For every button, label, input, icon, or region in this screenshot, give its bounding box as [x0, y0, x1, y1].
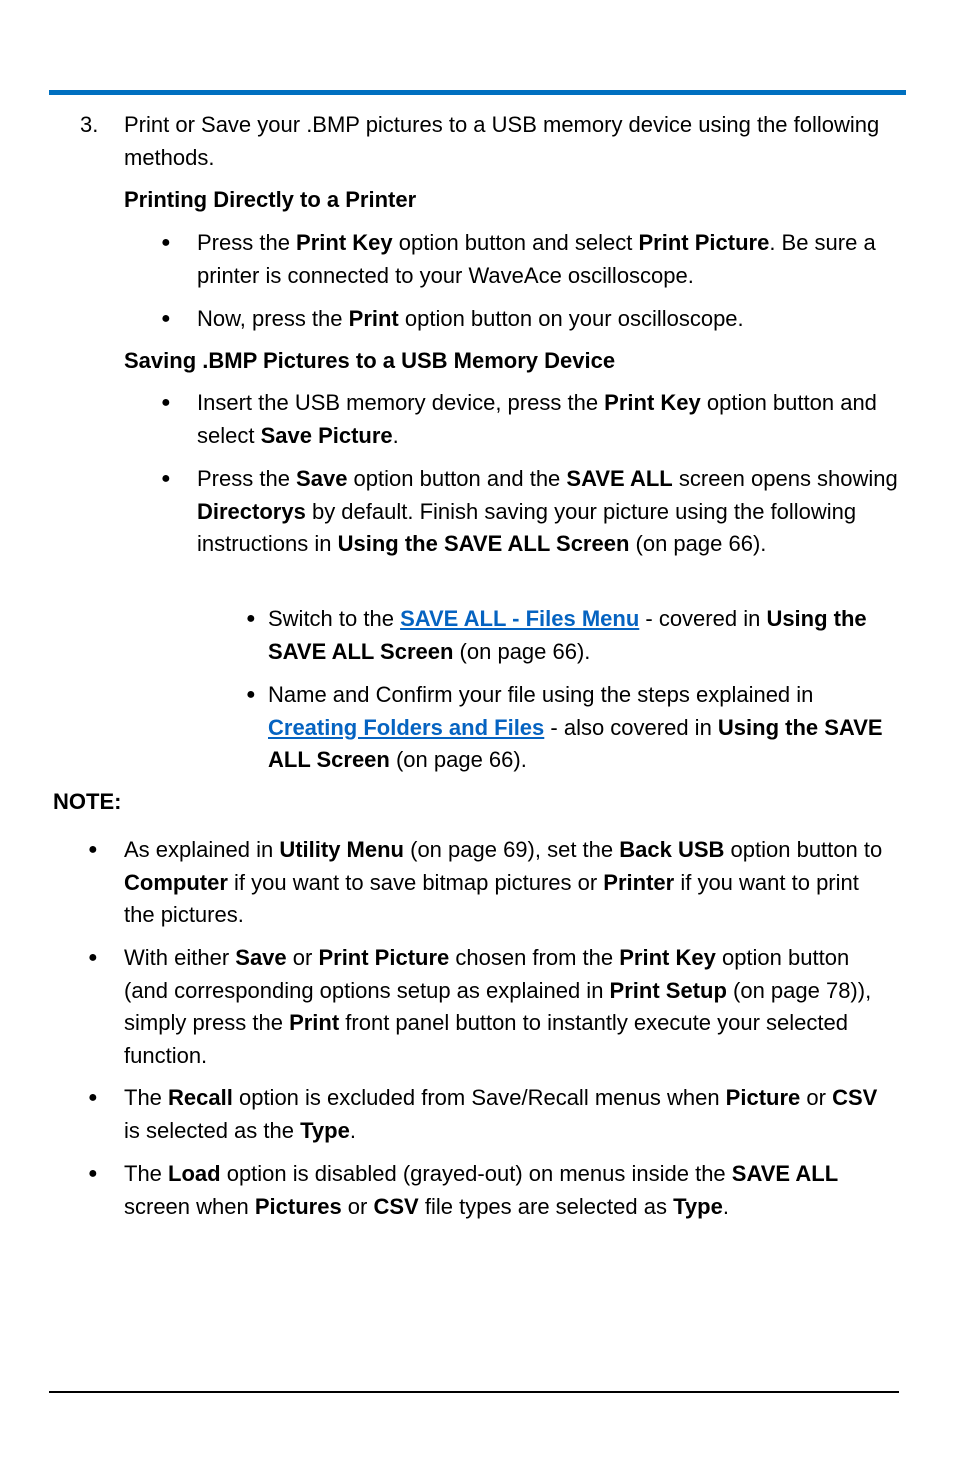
- bullet-icon: ●: [161, 310, 171, 327]
- bullet-icon: ●: [88, 1089, 98, 1106]
- sub-bullet-2: Name and Confirm your file using the steps explained in Creating Folders and Files - also covered in Using the SAVE ALL Screen (on page 66).: [268, 682, 883, 772]
- note-item-2: With either Save or Print Picture chosen from the Print Key option button (and corresponding options setup as explained in Print Setup (on page 78)), simply press the Print front panel button to instantly execute your selected function.: [124, 945, 872, 1068]
- saving-bullet-2: Press the Save option button and the SAVE ALL screen opens showing Directorys by default. Finish saving your picture using the following instructions in Using the SAVE ALL Screen (on page 66).: [197, 466, 898, 556]
- sub-bullet-1: Switch to the SAVE ALL - Files Menu - covered in Using the SAVE ALL Screen (on page 66).: [268, 606, 867, 664]
- bullet-icon: ●: [161, 234, 171, 251]
- note-item-3: The Recall option is excluded from Save/Recall menus when Picture or CSV is selected as the Type.: [124, 1085, 878, 1143]
- bullet-icon: ●: [246, 610, 256, 627]
- bullet-icon: ●: [161, 470, 171, 487]
- creating-folders-files-link[interactable]: Creating Folders and Files: [268, 714, 545, 740]
- bullet-icon: ●: [161, 394, 171, 411]
- save-all-files-menu-link[interactable]: SAVE ALL - Files Menu: [400, 606, 640, 631]
- step-number: 3.: [80, 112, 99, 137]
- printing-bullet-1: Press the Print Key option button and select Print Picture. Be sure a printer is connected to your WaveAce oscilloscope.: [197, 230, 876, 288]
- note-item-1: As explained in Utility Menu (on page 69), set the Back USB option button to Computer if you want to save bitmap pictures or Printer if you want to print the pictures.: [124, 837, 883, 927]
- bullet-icon: ●: [88, 949, 98, 966]
- bullet-icon: ●: [88, 1165, 98, 1182]
- saving-heading: Saving .BMP Pictures to a USB Memory Device: [124, 348, 616, 373]
- header-rule: [49, 90, 906, 95]
- saving-bullet-1: Insert the USB memory device, press the Print Key option button and select Save Picture.: [197, 390, 877, 448]
- bullet-icon: ●: [246, 686, 256, 703]
- footer-rule: [49, 1391, 899, 1393]
- printing-bullet-2: Now, press the Print option button on your oscilloscope.: [197, 306, 744, 331]
- note-label: NOTE:: [53, 789, 122, 814]
- bullet-icon: ●: [88, 841, 98, 858]
- printing-heading: Printing Directly to a Printer: [124, 187, 417, 212]
- note-item-4: The Load option is disabled (grayed-out) on menus inside the SAVE ALL screen when Pictures or CSV file types are selected as Type.: [124, 1161, 839, 1219]
- step-text: Print or Save your .BMP pictures to a USB memory device using the following methods.: [124, 112, 880, 170]
